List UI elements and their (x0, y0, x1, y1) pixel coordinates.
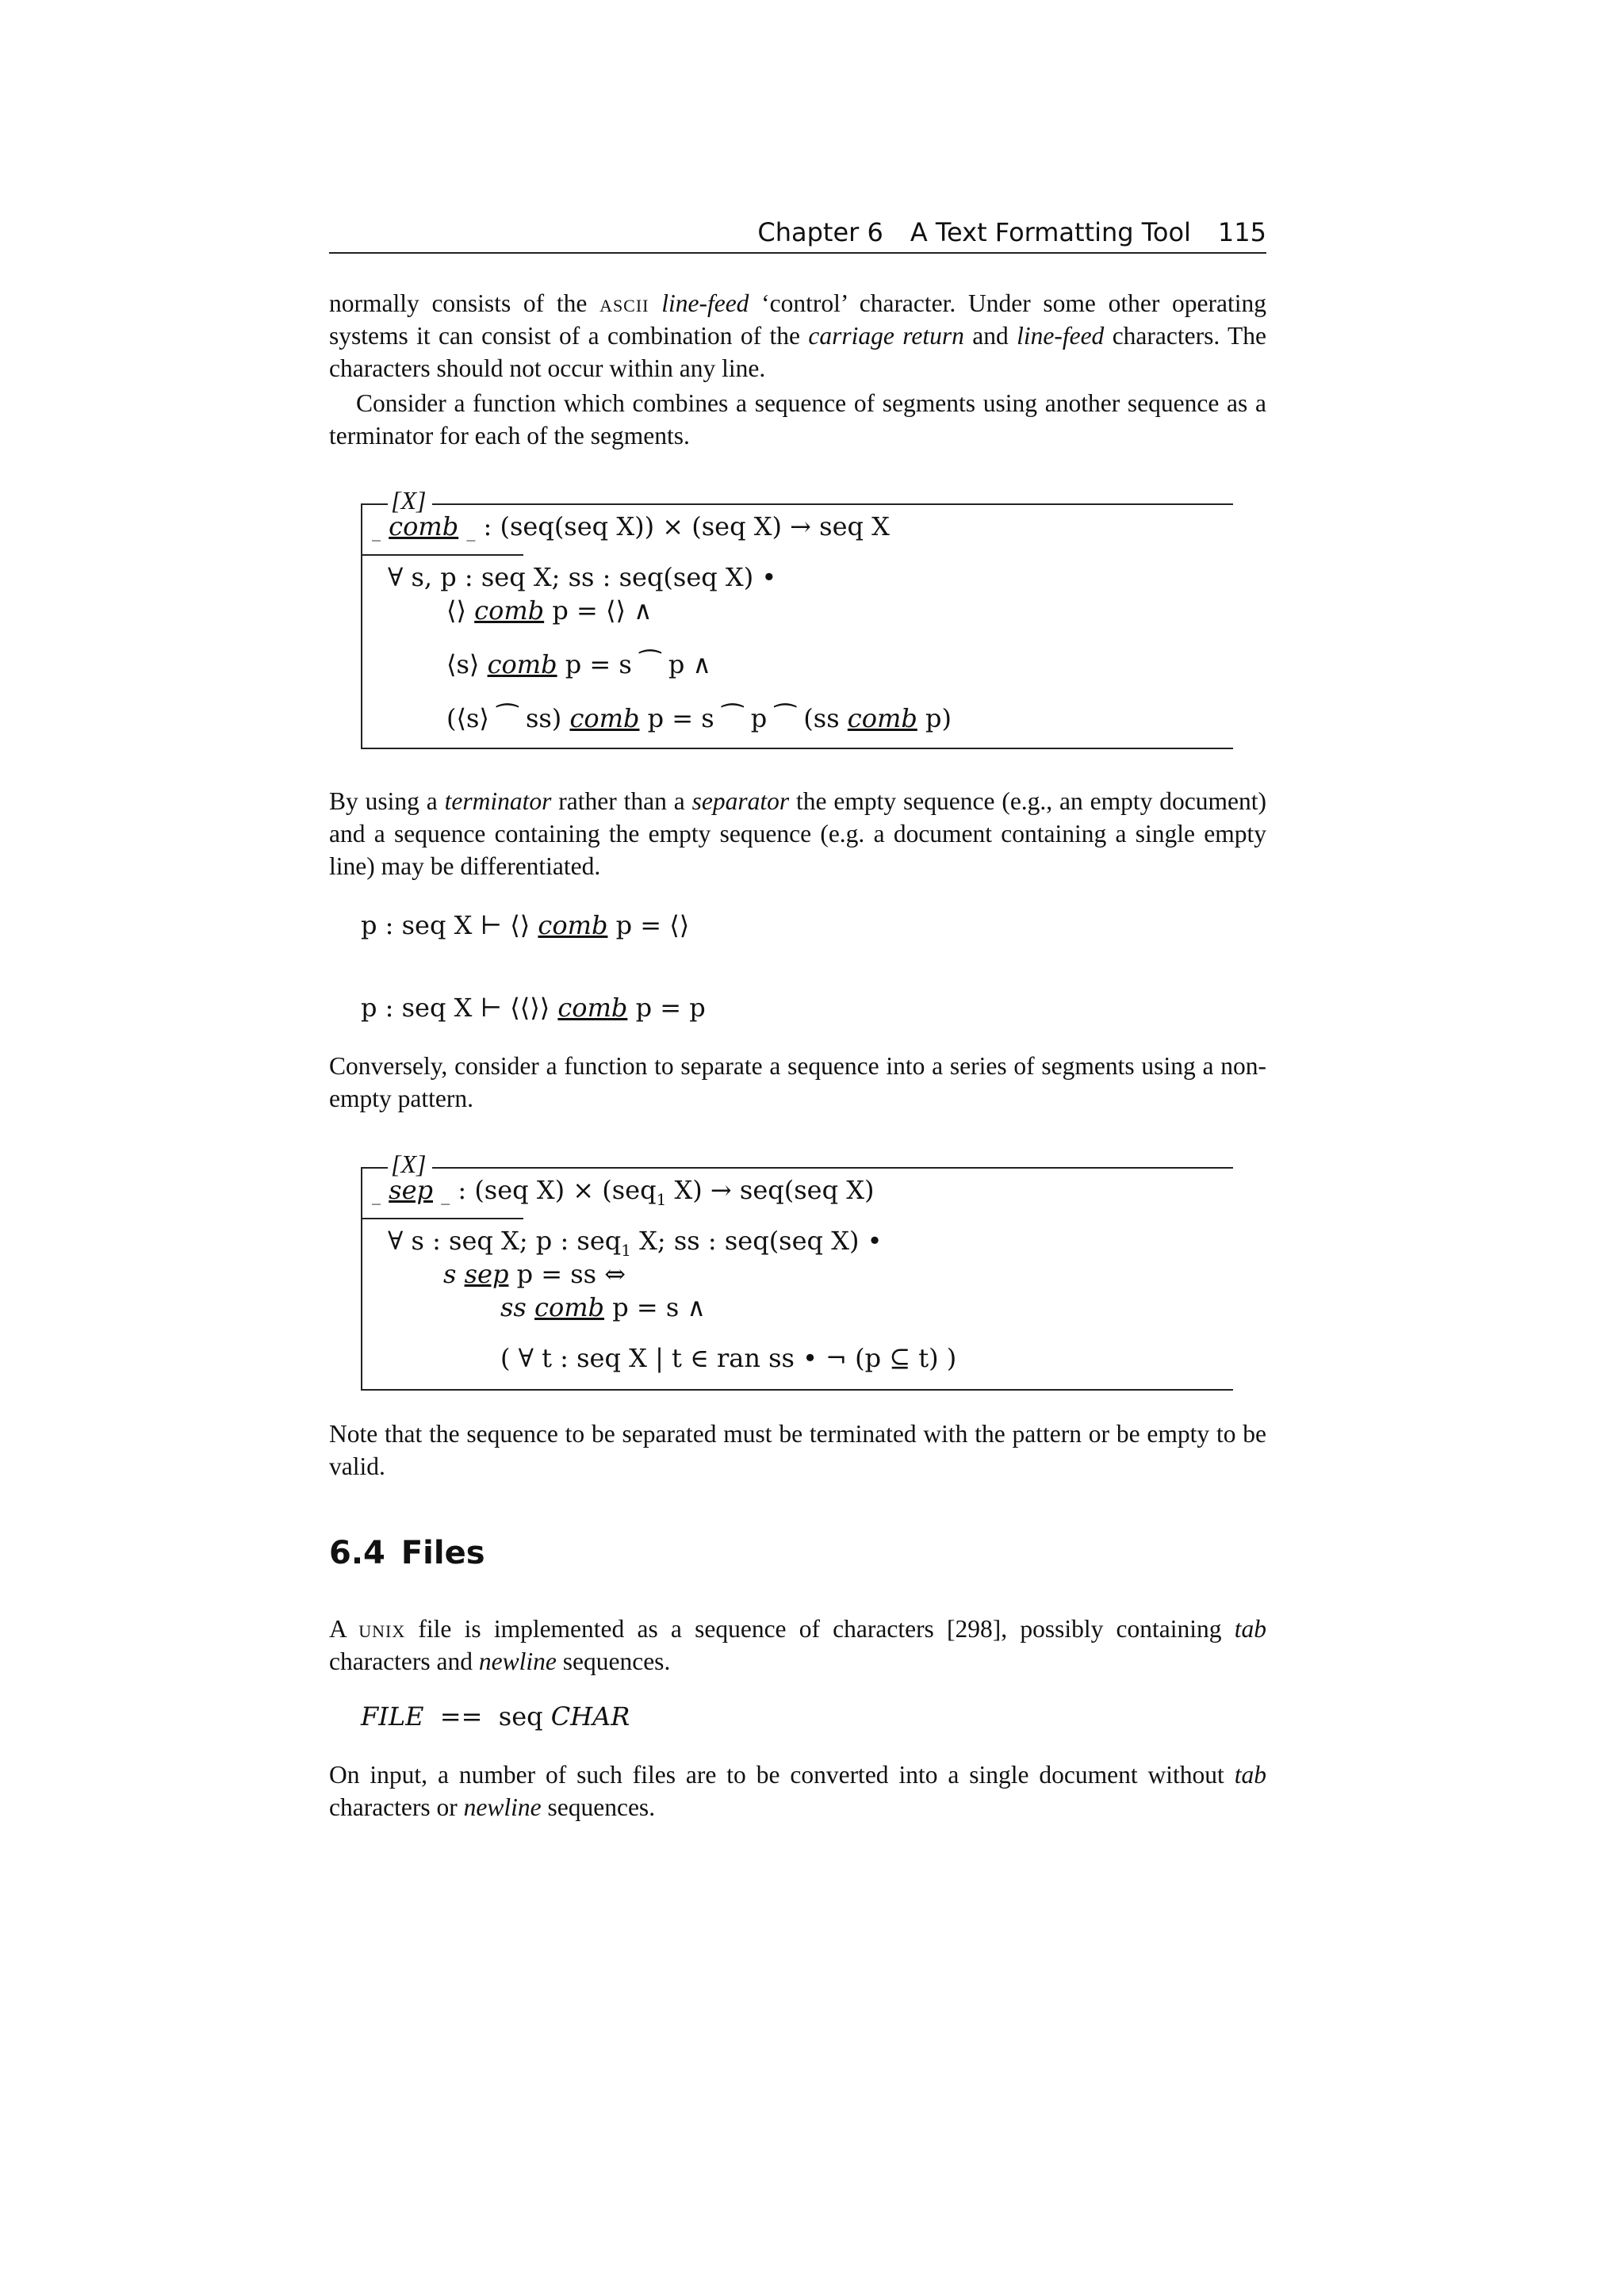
expr: p : seq X ⊢ ⟨⟨⟩⟩ (361, 993, 550, 1023)
predicate-quantifier (388, 1226, 883, 1260)
text: characters and (329, 1647, 479, 1675)
abbrev-op: == (439, 1701, 483, 1732)
expr: p) (925, 703, 952, 733)
emphasis-newline: newline (478, 1647, 557, 1675)
schema-top-rule (361, 503, 1233, 505)
text: and (963, 322, 1017, 350)
schema-left-rule (361, 1167, 362, 1391)
comb-op: comb (847, 703, 917, 733)
text: file is implemented as a sequence of characters [298], possibly containing (405, 1615, 1235, 1643)
text: the empty sequence (e.g., an empty document) and a sequence containing the empty sequence (e.g. a document containing a single empty line) may be differentiated. (329, 787, 1266, 880)
expr: p = s ∧ (612, 1292, 706, 1322)
schema-left-rule (361, 503, 362, 749)
predicate-line-3 (446, 703, 952, 733)
text: ‘control’ character. Under some other operating systems it can consist of a combination of the (329, 289, 1266, 350)
text: characters or (329, 1793, 464, 1821)
unix-term: unix (358, 1615, 406, 1643)
schema-bottom-rule (361, 1389, 1233, 1391)
subscript: 1 (656, 1190, 667, 1209)
chapter-title: A Text Formatting Tool (910, 217, 1191, 247)
paragraph-3 (329, 785, 1266, 882)
text: rather than a (551, 787, 692, 815)
emphasis-newline: newline (463, 1793, 542, 1821)
section-number: 6.4 (329, 1535, 385, 1571)
decl-name: sep (389, 1175, 434, 1205)
decl-signature: : (seq X) × (seq (458, 1175, 657, 1205)
theorem-2 (361, 993, 706, 1023)
file-definition (361, 1701, 630, 1732)
ascii-term: ascii (599, 289, 649, 317)
text: A (329, 1615, 359, 1643)
placeholder: _ (372, 522, 381, 541)
comb-op: comb (557, 993, 628, 1023)
paragraph-1 (329, 287, 1266, 385)
emphasis-carriage-return: carriage return (808, 322, 964, 350)
paragraph-6 (329, 1613, 1266, 1678)
decl-signature: : (seq(seq X)) × (seq X) → seq X (483, 511, 890, 541)
paragraph-4: Conversely, consider a function to separate a sequence into a series of segments using a non-empty pattern. (329, 1052, 1266, 1112)
schema-declaration (372, 1175, 875, 1209)
emphasis-terminator: terminator (444, 787, 552, 815)
expr: p : seq X ⊢ ⟨⟩ (361, 910, 530, 940)
text: On input, a number of such files are to be converted into a single document without (329, 1761, 1235, 1789)
paragraph-7 (329, 1758, 1266, 1823)
schema-comb (361, 486, 1233, 749)
decl-name: comb (389, 511, 459, 541)
section-heading (329, 1535, 501, 1571)
predicate-line-3: ( ∀ t : seq X | t ∈ ran ss • ¬ (p ⊆ t) ) (500, 1343, 957, 1373)
schema-sep (361, 1150, 1233, 1391)
predicate-line-2 (500, 1292, 706, 1322)
file-type: FILE (361, 1701, 424, 1732)
expr: p = p (635, 993, 706, 1023)
predicate-line-1 (446, 595, 653, 626)
decl-signature: X) → seq(seq X) (674, 1175, 875, 1205)
schema-divider (361, 554, 523, 556)
subscript: 1 (621, 1241, 631, 1260)
expr: p = s ⁀ p ⁀ (ss (647, 703, 840, 733)
sep-op: sep (464, 1259, 509, 1289)
params-text: [X] (391, 1150, 427, 1178)
comb-op: comb (569, 703, 640, 733)
theorem-1 (361, 910, 689, 940)
text: normally consists of the (329, 289, 600, 317)
expr: p = ss ⇔ (516, 1259, 626, 1289)
paragraph-5: Note that the sequence to be separated must be terminated with the pattern or be empty to be valid. (329, 1420, 1266, 1480)
expr: ⟨⟩ (446, 595, 466, 626)
placeholder: _ (441, 1185, 450, 1205)
paragraph-2: Consider a function which combines a sequence of segments using another sequence as a terminator for each of the segments. (329, 389, 1266, 450)
params-text: [X] (391, 486, 427, 515)
chapter-label: Chapter 6 (757, 217, 883, 247)
emphasis-line-feed: line-feed (1017, 322, 1105, 350)
predicate-line-2 (446, 649, 711, 679)
expr: p = s ⁀ p ∧ (565, 649, 711, 679)
predicate-line-1 (443, 1259, 626, 1289)
expr: ∀ s : seq X; p : seq (388, 1226, 622, 1256)
expr: X; ss : seq(seq X) • (639, 1226, 883, 1256)
schema-declaration (372, 511, 890, 541)
expr: ⟨s⟩ (446, 649, 480, 679)
seq-keyword: seq (498, 1701, 543, 1732)
expr: ss (500, 1292, 527, 1322)
schema-divider (361, 1218, 523, 1219)
page-number: 115 (1217, 217, 1266, 247)
running-header (329, 212, 1266, 254)
expr: p = ⟨⟩ (615, 910, 690, 940)
schema-top-rule (361, 1167, 1233, 1169)
comb-op: comb (538, 910, 608, 940)
expr: (⟨s⟩ ⁀ ss) (446, 703, 562, 733)
expr: p = ⟨⟩ ∧ (552, 595, 653, 626)
predicate-quantifier: ∀ s, p : seq X; ss : seq(seq X) • (388, 562, 777, 592)
expr: s (443, 1259, 457, 1289)
placeholder: _ (466, 522, 476, 541)
comb-op: comb (534, 1292, 605, 1322)
emphasis-line-feed: line-feed (661, 289, 749, 317)
section-title: Files (400, 1535, 485, 1571)
emphasis-tab: tab (1234, 1615, 1266, 1643)
text: sequences. (541, 1793, 656, 1821)
text: By using a (329, 787, 445, 815)
text: sequences. (556, 1647, 671, 1675)
schema-bottom-rule (361, 748, 1233, 749)
text: characters. The characters should not occur within any line. (329, 322, 1267, 382)
placeholder: _ (372, 1185, 381, 1205)
comb-op: comb (474, 595, 545, 626)
text (649, 289, 662, 317)
emphasis-tab: tab (1234, 1761, 1266, 1789)
char-type: CHAR (550, 1701, 630, 1732)
emphasis-separator: separator (691, 787, 790, 815)
comb-op: comb (487, 649, 557, 679)
